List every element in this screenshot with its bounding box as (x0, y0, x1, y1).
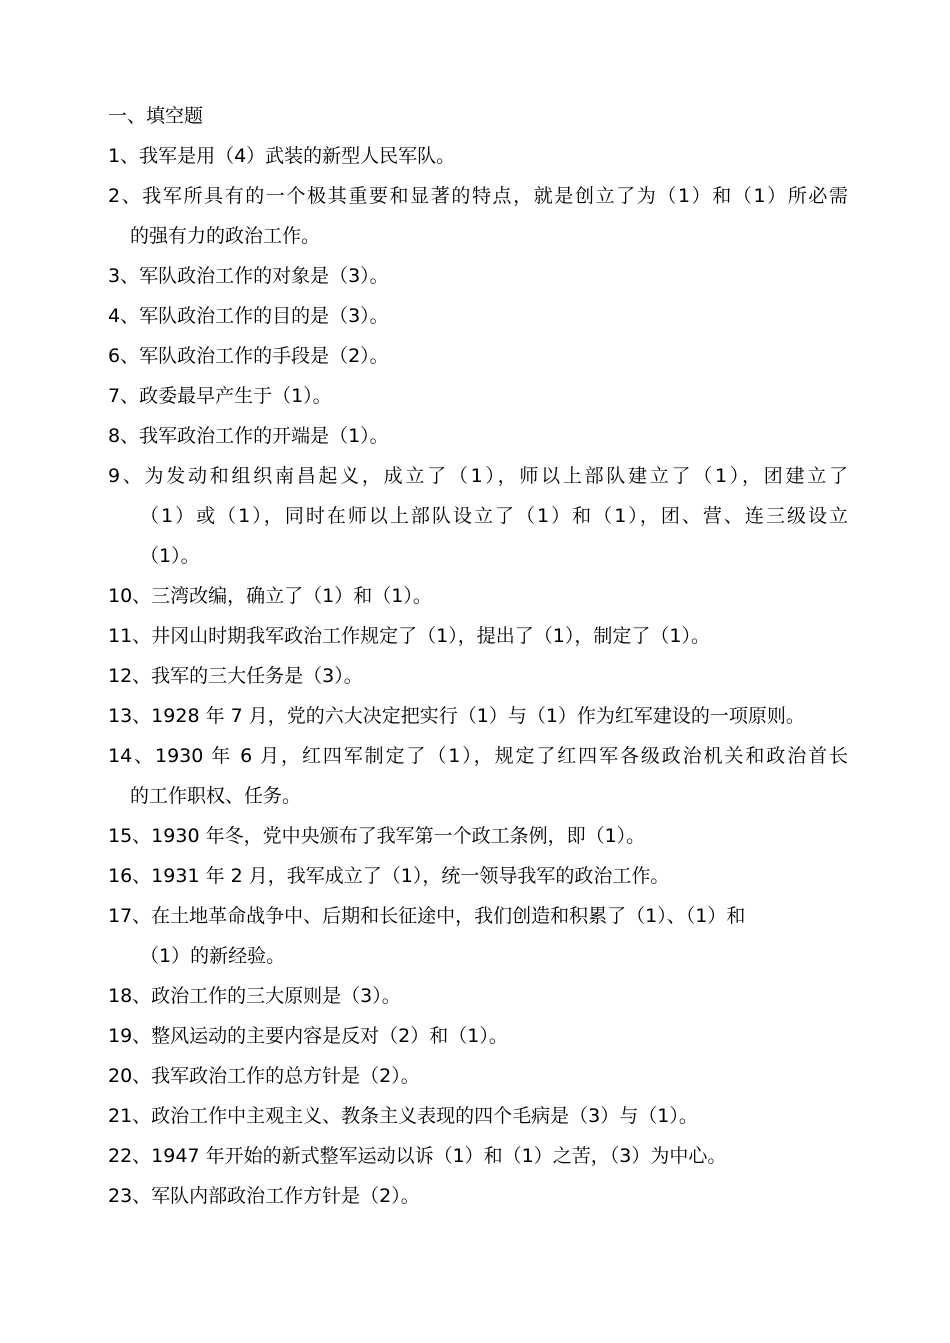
question-line: 23、军队内部政治工作方针是（2）。 (108, 1185, 420, 1207)
question-line-continued: （1）或（1），同时在师以上部队设立了（1）和（1），团、营、连三级设立 (140, 505, 848, 527)
question-line: 18、政治工作的三大原则是（3）。 (108, 985, 401, 1007)
question-line-continued: （1）。 (140, 545, 200, 567)
question-20 (108, 1056, 848, 1096)
question-line-continued: 的强有力的政治工作。 (130, 225, 321, 247)
question-line: 13、1928 年 7 月，党的六大决定把实行（1）与（1）作为红军建设的一项原则。 (108, 705, 805, 727)
question-1 (108, 136, 848, 176)
question-line: 12、我军的三大任务是（3）。 (108, 665, 363, 687)
question-14 (108, 736, 848, 816)
question-line-continued: 的工作职权、任务。 (130, 785, 302, 807)
question-line: 16、1931 年 2 月，我军成立了（1），统一领导我军的政治工作。 (108, 865, 670, 887)
question-line: 19、整风运动的主要内容是反对（2）和（1）。 (108, 1025, 508, 1047)
question-19 (108, 1016, 848, 1056)
question-line: 21、政治工作中主观主义、教条主义表现的四个毛病是（3）与（1）。 (108, 1105, 698, 1127)
question-line: 4、军队政治工作的目的是（3）。 (108, 305, 389, 327)
question-line: 9、为发动和组织南昌起义，成立了（1），师以上部队建立了（1），团建立了 (108, 465, 848, 487)
question-15 (108, 816, 848, 856)
question-3 (108, 256, 848, 296)
question-17 (108, 896, 848, 976)
question-line: 8、我军政治工作的开端是（1）。 (108, 425, 389, 447)
question-21 (108, 1096, 848, 1136)
question-12 (108, 656, 848, 696)
question-line: 6、军队政治工作的手段是（2）。 (108, 345, 389, 367)
question-9 (108, 456, 848, 576)
question-10 (108, 576, 848, 616)
question-line: 15、1930 年冬，党中央颁布了我军第一个政工条例，即（1）。 (108, 825, 646, 847)
question-2 (108, 176, 848, 256)
question-18 (108, 976, 848, 1016)
question-line: 17、在土地革命战争中、后期和长征途中，我们创造和积累了（1）、（1）和 (108, 905, 746, 927)
question-16 (108, 856, 848, 896)
question-line: 20、我军政治工作的总方针是（2）。 (108, 1065, 420, 1087)
question-line: 1、我军是用（4）武装的新型人民军队。 (108, 145, 456, 167)
question-13 (108, 696, 848, 736)
document-page (108, 96, 848, 1216)
question-7 (108, 376, 848, 416)
question-line: 3、军队政治工作的对象是（3）。 (108, 265, 389, 287)
question-line: 22、1947 年开始的新式整军运动以诉（1）和（1）之苦，（3）为中心。 (108, 1145, 727, 1167)
question-line-continued: （1）的新经验。 (140, 945, 286, 967)
question-line: 2、我军所具有的一个极其重要和显著的特点，就是创立了为（1）和（1）所必需 (108, 185, 848, 207)
question-23 (108, 1176, 848, 1216)
question-4 (108, 296, 848, 336)
question-6 (108, 336, 848, 376)
question-line: 11、井冈山时期我军政治工作规定了（1），提出了（1），制定了（1）。 (108, 625, 710, 647)
question-line: 10、三湾改编，确立了（1）和（1）。 (108, 585, 432, 607)
question-8 (108, 416, 848, 456)
question-11 (108, 616, 848, 656)
section-heading: 一、填空题 (108, 105, 204, 127)
question-22 (108, 1136, 848, 1176)
question-line: 14、1930 年 6 月，红四军制定了（1），规定了红四军各级政治机关和政治首长 (108, 745, 848, 767)
question-line: 7、政委最早产生于（1）。 (108, 385, 332, 407)
